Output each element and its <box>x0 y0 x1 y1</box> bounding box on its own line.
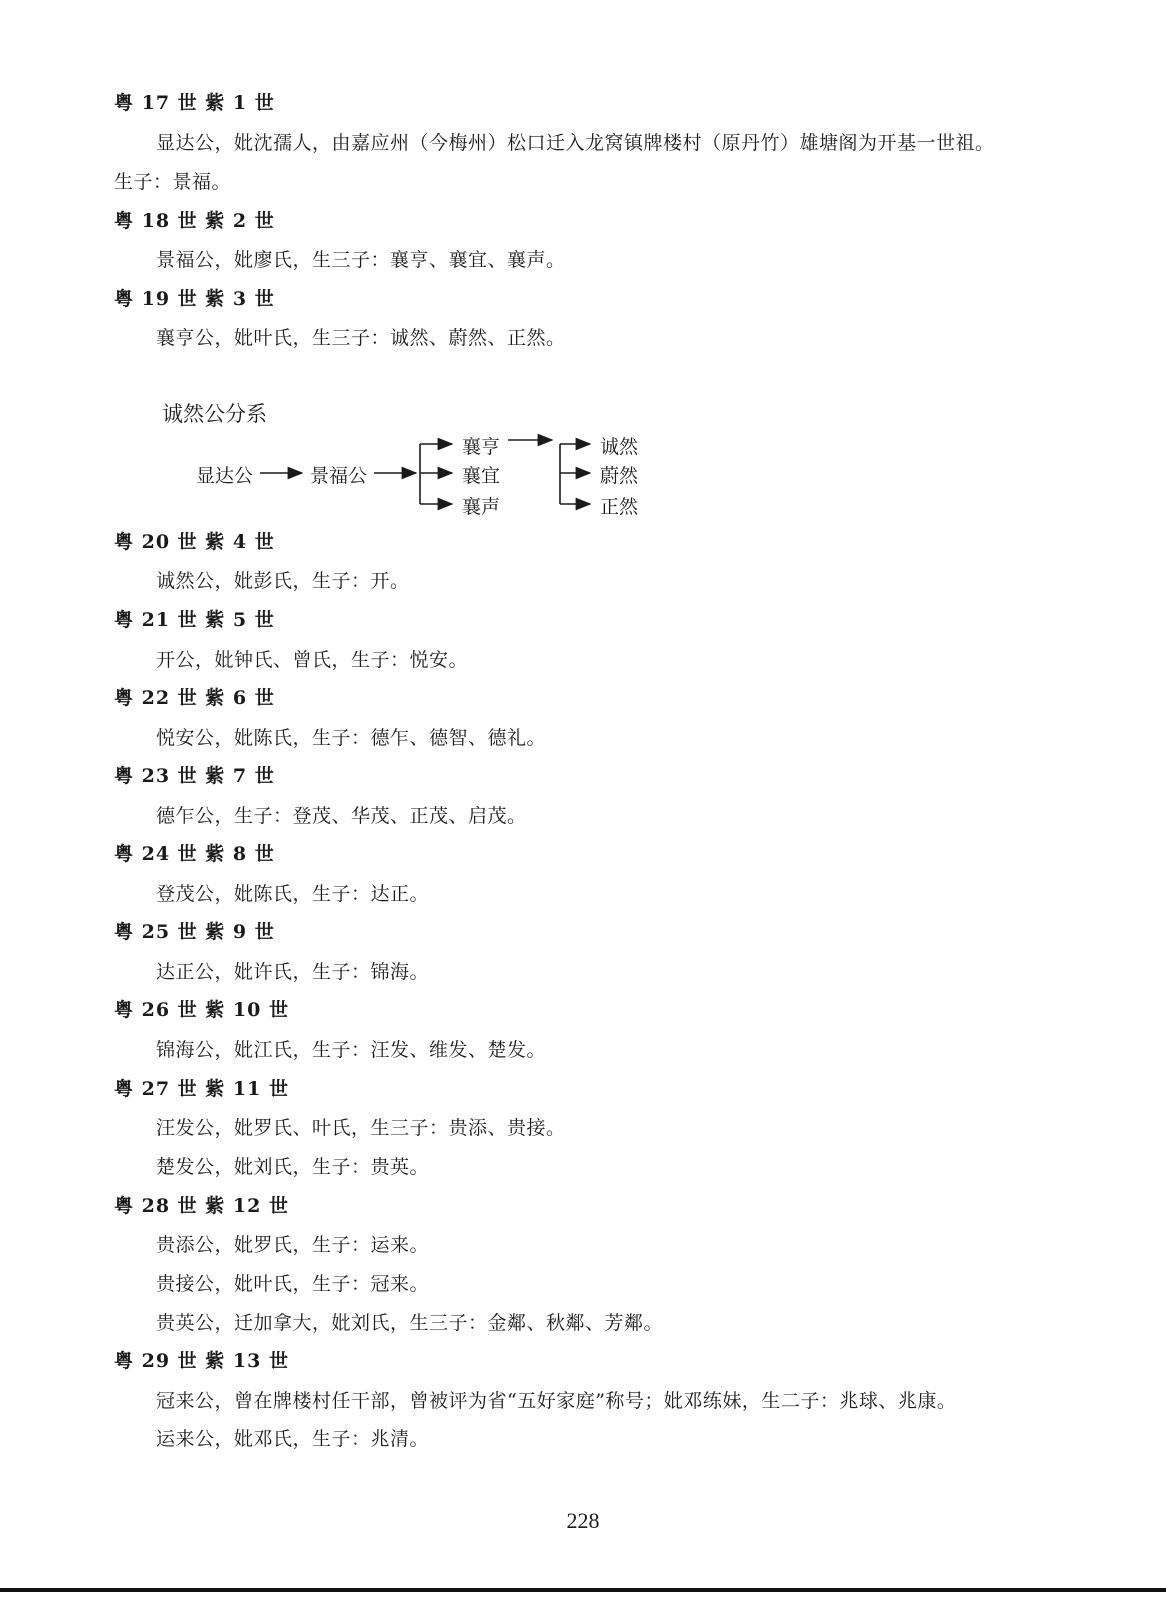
generation-entry: 景福公，妣廖氏，生三子：襄亨、襄宜、襄声。 <box>156 249 566 271</box>
generation-entry: 开公，妣钟氏、曾氏，生子：悦安。 <box>156 649 469 671</box>
generation-entry: 诚然公，妣彭氏，生子：开。 <box>156 570 410 592</box>
generation-entry-continuation: 生子：景福。 <box>114 171 232 193</box>
page-number: 228 <box>566 1508 600 1533</box>
generation-entry: 达正公，妣许氏，生子：锦海。 <box>156 961 430 983</box>
generation-header: 粤 18 世 紫 2 世 <box>114 210 275 232</box>
bottom-rule <box>0 1588 1166 1592</box>
generation-entry: 锦海公，妣江氏，生子：汪发、维发、楚发。 <box>156 1039 547 1061</box>
branch-title: 诚然公分系 <box>162 402 267 426</box>
generation-header: 粤 25 世 紫 9 世 <box>114 921 275 943</box>
generation-entry: 汪发公，妣罗氏、叶氏，生三子：贵添、贵接。 <box>156 1117 566 1139</box>
generation-header: 粤 27 世 紫 11 世 <box>114 1078 289 1100</box>
node-third: 襄宜 <box>462 465 501 487</box>
generation-header: 粤 28 世 紫 12 世 <box>114 1195 289 1217</box>
node-fourth: 诚然 <box>600 436 639 458</box>
generation-entry: 楚发公，妣刘氏，生子：贵英。 <box>156 1156 430 1178</box>
node-second: 景福公 <box>310 465 368 487</box>
generation-entry: 显达公，妣沈孺人，由嘉应州（今梅州）松口迁入龙窝镇牌楼村（原丹竹）雄塘阁为开基一世祖。 <box>156 132 995 154</box>
generation-header: 粤 19 世 紫 3 世 <box>114 288 275 310</box>
generation-entry: 贵英公，迁加拿大，妣刘氏，生三子：金鄰、秋鄰、芳鄰。 <box>156 1312 664 1334</box>
generation-entry: 襄亨公，妣叶氏，生三子：诚然、蔚然、正然。 <box>156 327 566 349</box>
branch-diagram <box>190 432 660 528</box>
node-fourth: 蔚然 <box>600 465 639 487</box>
generation-entry: 德乍公，生子：登茂、华茂、正茂、启茂。 <box>156 805 527 827</box>
generation-header: 粤 20 世 紫 4 世 <box>114 531 275 553</box>
generation-header: 粤 21 世 紫 5 世 <box>114 609 275 631</box>
node-root: 显达公 <box>196 465 254 487</box>
node-fourth: 正然 <box>600 496 639 518</box>
generation-header: 粤 24 世 紫 8 世 <box>114 843 275 865</box>
generation-entry: 贵添公，妣罗氏，生子：运来。 <box>156 1234 430 1256</box>
generation-entry: 悦安公，妣陈氏，生子：德乍、德智、德礼。 <box>156 727 547 749</box>
generation-header: 粤 22 世 紫 6 世 <box>114 687 275 709</box>
generation-header: 粤 29 世 紫 13 世 <box>114 1350 289 1372</box>
generation-entry: 登茂公，妣陈氏，生子：达正。 <box>156 883 430 905</box>
node-third: 襄亨 <box>462 436 501 458</box>
node-third: 襄声 <box>462 496 501 518</box>
generation-entry: 冠来公，曾在牌楼村任干部，曾被评为省“五好家庭”称号；妣邓练妹，生二子：兆球、兆康。 <box>156 1390 957 1412</box>
generation-header: 粤 17 世 紫 1 世 <box>114 92 275 114</box>
generation-header: 粤 23 世 紫 7 世 <box>114 765 275 787</box>
branch-arrows <box>190 432 660 528</box>
generation-entry: 运来公，妣邓氏，生子：兆清。 <box>156 1428 430 1450</box>
generation-entry: 贵接公，妣叶氏，生子：冠来。 <box>156 1273 430 1295</box>
generation-header: 粤 26 世 紫 10 世 <box>114 999 289 1021</box>
